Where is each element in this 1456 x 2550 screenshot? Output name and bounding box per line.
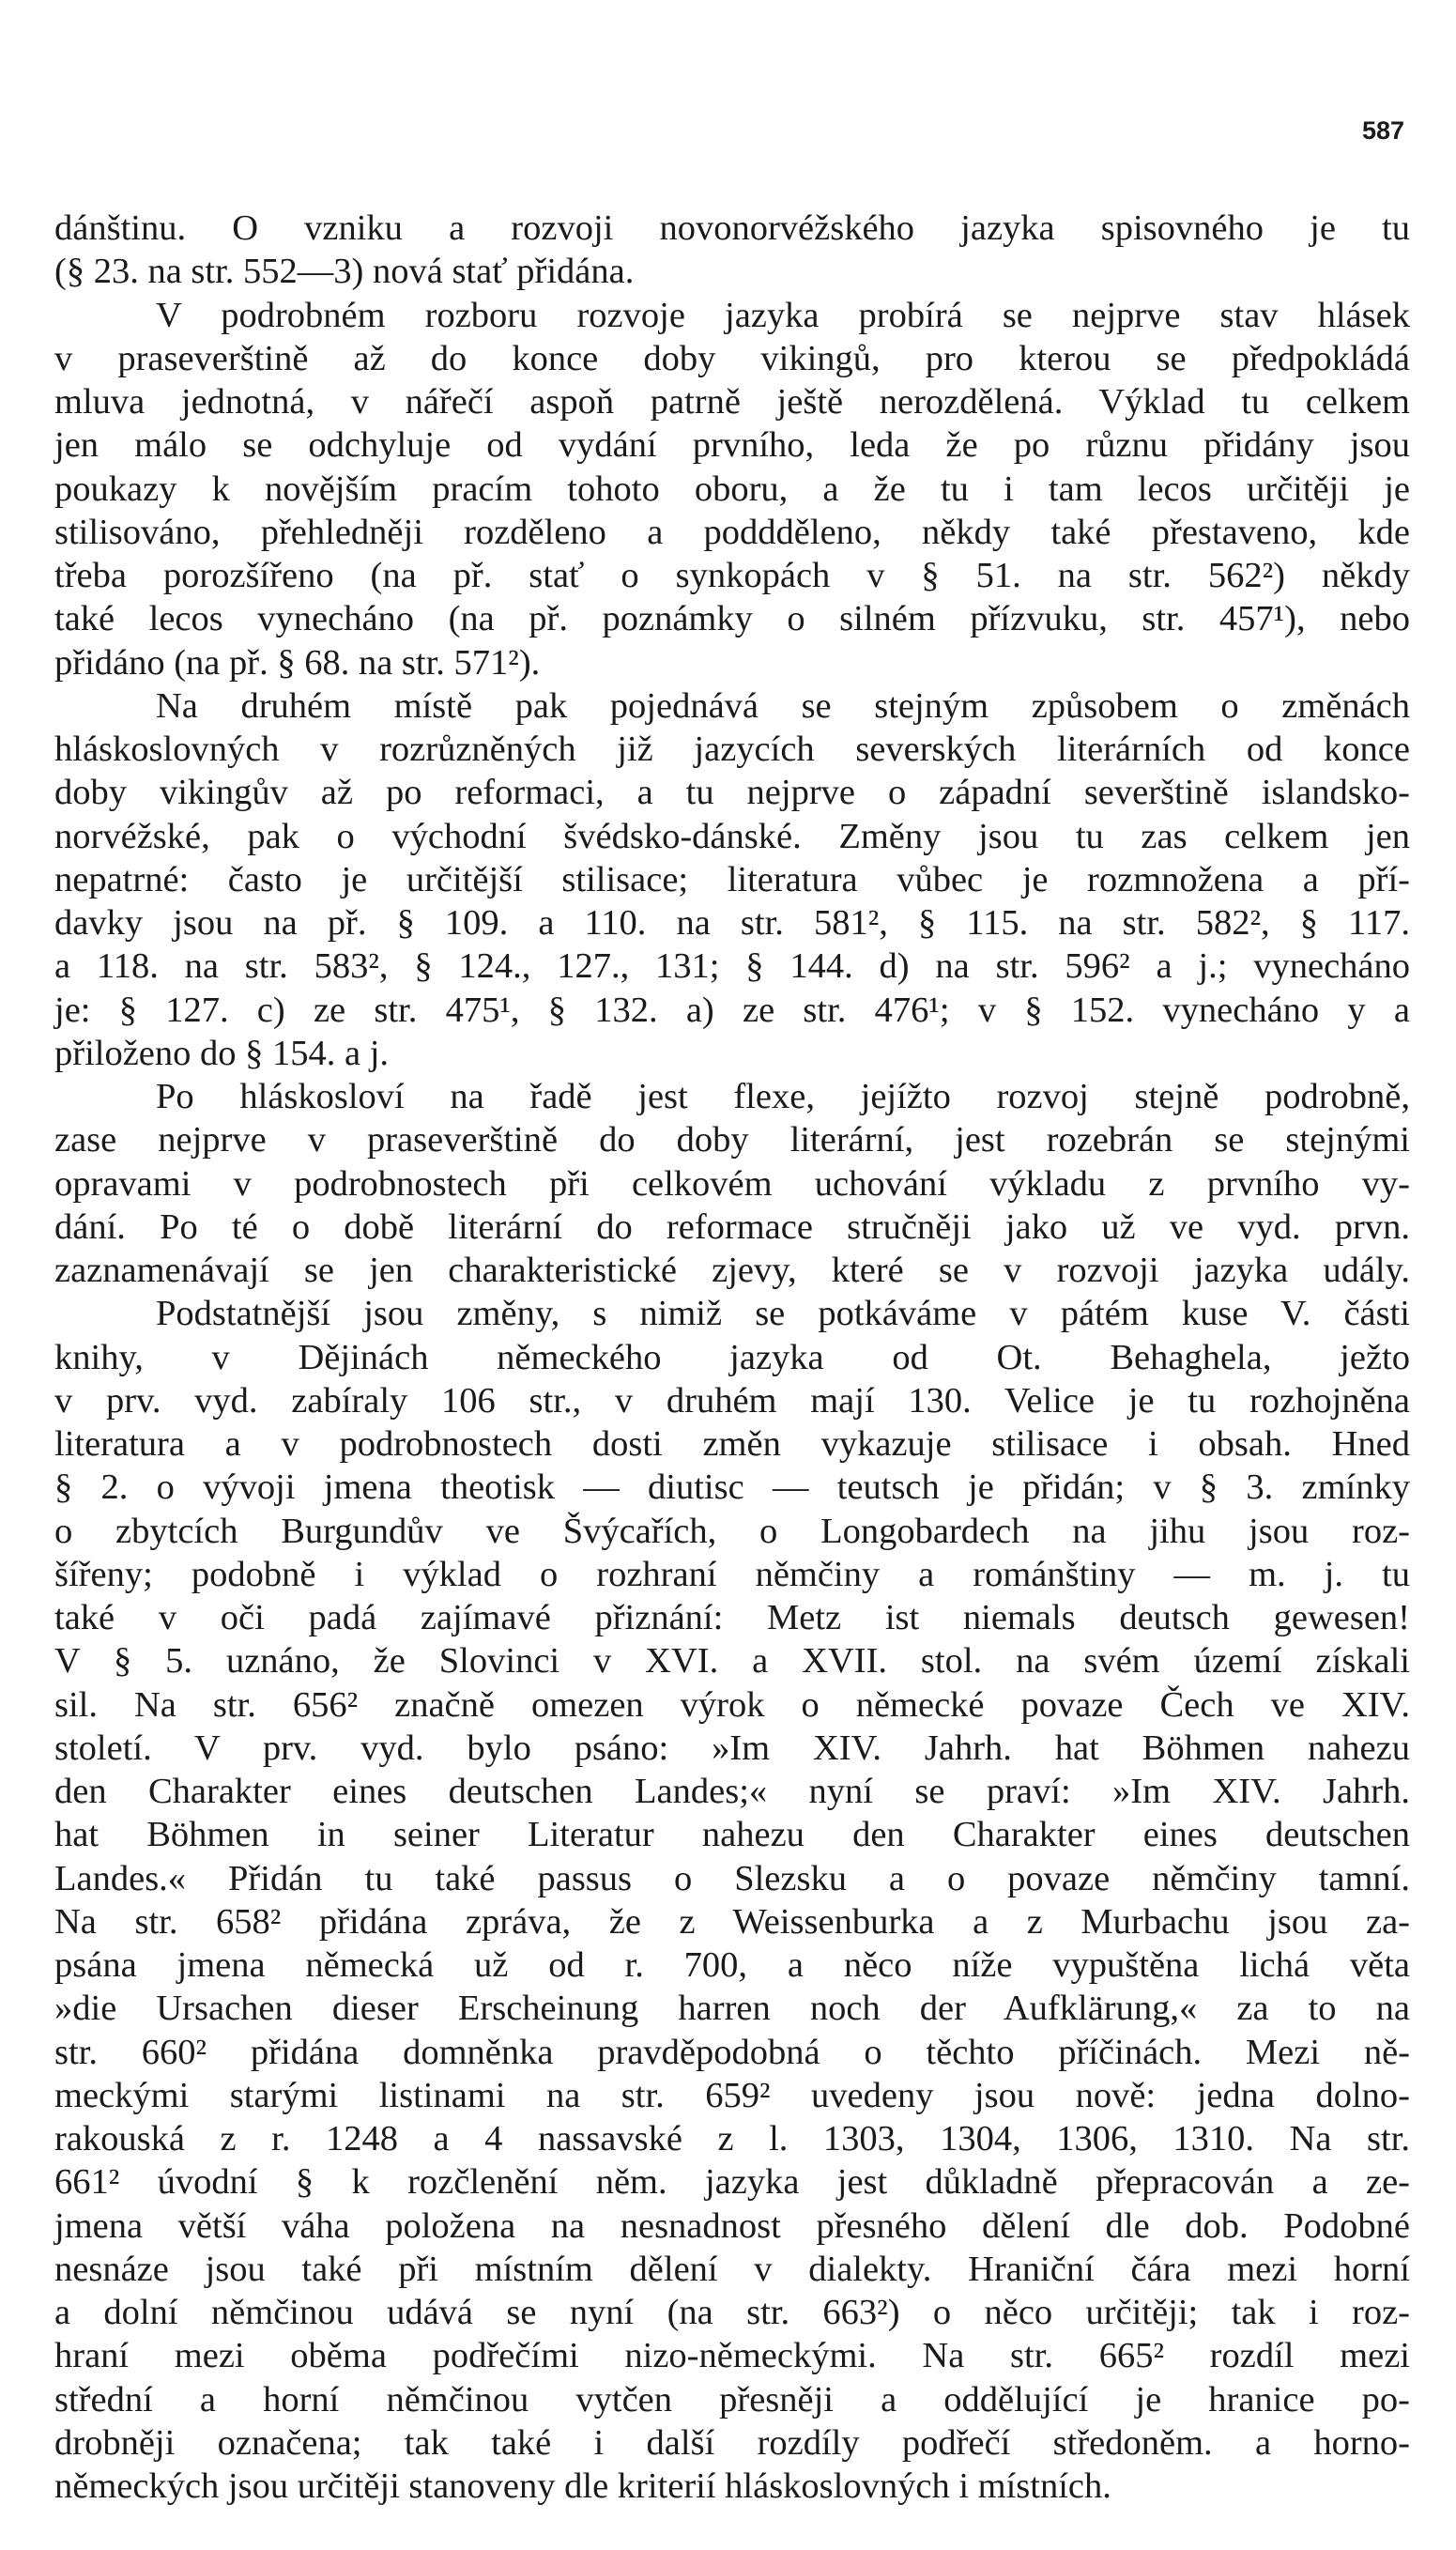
text-line: psána jmena německá už od r. 700, a něco níže vypuštěna lichá věta xyxy=(54,1945,1410,1985)
text-line: jmena větší váha položena na nesnadnost přesného dělení dle dob. Podobné xyxy=(54,2205,1410,2246)
text-line: Podstatnější jsou změny, s nimiž se potkáváme v pátém kuse V. části xyxy=(156,1294,1410,1334)
text-line: zase nejprve v praseverštině do doby literární, jest rozebrán se stejnými xyxy=(54,1120,1410,1160)
text-line: Na str. 658² přidána zpráva, že z Weissenburka a z Murbachu jsou za- xyxy=(54,1901,1410,1942)
text-line: přiloženo do § 154. a j. xyxy=(54,1033,390,1073)
text-line: § 2. o vývoji jmena theotisk — diutisc — teutsch je přidán; v § 3. zmínky xyxy=(54,1467,1410,1508)
text-line: v prv. vyd. zabíraly 106 str., v druhém mají 130. Velice je tu rozhojněna xyxy=(54,1380,1410,1421)
text-line: V § 5. uznáno, že Slovinci v XVI. a XVII. stol. na svém území získali xyxy=(54,1641,1410,1682)
text-line: jen málo se odchyluje od vydání prvního, leda že po různu přidány jsou xyxy=(54,425,1410,466)
text-line: přidáno (na př. § 68. na str. 571²). xyxy=(54,642,541,683)
text-line: šířeny; podobně i výklad o rozhraní němčiny a románštiny — m. j. tu xyxy=(54,1554,1410,1594)
text-line: den Charakter eines deutschen Landes;« nyní se praví: »Im XIV. Jahrh. xyxy=(54,1772,1410,1811)
text-line: dání. Po té o době literární do reformace stručněji jako už ve vyd. prvn. xyxy=(54,1206,1410,1247)
text-line: mluva jednotná, v nářečí aspoň patrně ještě nerozdělená. Výklad tu celkem xyxy=(54,382,1410,422)
text-line: poukazy k novějším pracím tohoto oboru, a že tu i tam lecos určitěji je xyxy=(54,469,1410,509)
text-line: dánštinu. O vzniku a rozvoji novonorvéžského jazyka spisovného je tu xyxy=(54,208,1410,248)
text-line: rakouská z r. 1248 a 4 nassavské z l. 1303, 1304, 1306, 1310. Na str. xyxy=(54,2119,1410,2158)
text-line: je: § 127. c) ze str. 475¹, § 132. a) ze str. 476¹; v § 152. vynecháno y a xyxy=(54,990,1410,1030)
text-line: str. 660² přidána domněnka pravděpodobná o těchto příčinách. Mezi ně- xyxy=(54,2032,1410,2072)
text-line: hláskoslovných v rozrůzněných již jazycích severských literárních od konce xyxy=(54,730,1410,769)
text-line: Landes.« Přidán tu také passus o Slezsku a o povaze němčiny tamní. xyxy=(54,1858,1410,1898)
text-line: hraní mezi oběma podřečími nizo-německými. Na str. 665² rozdíl mezi xyxy=(54,2336,1410,2376)
text-line: století. V prv. vyd. bylo psáno: »Im XIV. Jahrh. hat Böhmen nahezu xyxy=(54,1728,1410,1768)
text-line: zaznamenávají se jen charakteristické zjevy, které se v rozvoji jazyka udály. xyxy=(54,1251,1410,1290)
text-line: a dolní němčinou udává se nyní (na str. 663²) o něco určitěji; tak i roz- xyxy=(54,2293,1410,2332)
text-line: nesnáze jsou také při místním dělení v dialekty. Hraniční čára mezi horní xyxy=(54,2249,1410,2289)
text-line: (§ 23. na str. 552—3) nová stať přidána. xyxy=(54,252,635,292)
text-line: a 118. na str. 583², § 124., 127., 131; § 144. d) na str. 596² a j.; vynecháno xyxy=(54,946,1410,987)
text-line: v praseverštině až do konce doby vikingů, pro kterou se předpokládá xyxy=(54,338,1410,378)
text-line: také lecos vynecháno (na př. poznámky o silném přízvuku, str. 457¹), nebo xyxy=(54,599,1410,639)
text-line: nepatrné: často je určitější stilisace; literatura vůbec je rozmnožena a pří- xyxy=(54,859,1410,899)
text-line: třeba porozšířeno (na př. stať o synkopách v § 51. na str. 562²) někdy xyxy=(54,556,1410,595)
text-line: stilisováno, přehledněji rozděleno a poddděleno, někdy také přestaveno, kde xyxy=(54,512,1410,552)
text-line: hat Böhmen in seiner Literatur nahezu den Charakter eines deutschen xyxy=(54,1815,1410,1855)
text-line: davky jsou na př. § 109. a 110. na str. 581², § 115. na str. 582², § 117. xyxy=(54,903,1410,943)
text-line: norvéžské, pak o východní švédsko-dánské. Změny jsou tu zas celkem jen xyxy=(54,816,1410,856)
text-line: doby vikingův až po reformaci, a tu nejprve o západní severštině islandsko- xyxy=(54,773,1410,813)
text-line: drobněji označena; tak také i další rozdíly podřečí středoněm. a horno- xyxy=(54,2422,1410,2463)
text-line: Na druhém místě pak pojednává se stejným způsobem o změnách xyxy=(156,685,1410,726)
text-line: »die Ursachen dieser Erscheinung harren noch der Aufklärung,« za to na xyxy=(54,1989,1410,2029)
text-line: meckými starými listinami na str. 659² uvedeny jsou nově: jedna dolno- xyxy=(54,2075,1410,2115)
text-line: sil. Na str. 656² značně omezen výrok o německé povaze Čech ve XIV. xyxy=(54,1684,1410,1725)
text-line: opravami v podrobnostech při celkovém uchování výkladu z prvního vy- xyxy=(54,1163,1410,1204)
text-line: o zbytcích Burgundův ve Švýcařích, o Longobardech na jihu jsou roz- xyxy=(54,1511,1410,1551)
text-line: střední a horní němčinou vytčen přesněji a oddělující je hranice po- xyxy=(54,2379,1410,2419)
text-line: Po hláskosloví na řadě jest flexe, jejížto rozvoj stejně podrobně, xyxy=(156,1077,1410,1116)
text-line: německých jsou určitěji stanoveny dle kriterií hláskoslovných i místních. xyxy=(54,2466,1111,2506)
text-line: literatura a v podrobnostech dosti změn vykazuje stilisace i obsah. Hned xyxy=(54,1424,1410,1464)
text-line: V podrobném rozboru rozvoje jazyka probírá se nejprve stav hlásek xyxy=(156,295,1410,335)
text-body xyxy=(54,207,1410,2508)
page-number: 587 xyxy=(1361,116,1404,145)
text-line: také v oči padá zajímavé přiznání: Metz ist niemals deutsch gewesen! xyxy=(54,1598,1410,1637)
text-line: knihy, v Dějinách německého jazyka od Ot. Behaghela, ježto xyxy=(54,1337,1410,1377)
text-line: 661² úvodní § k rozčlenění něm. jazyka jest důkladně přepracován a ze- xyxy=(54,2162,1410,2203)
